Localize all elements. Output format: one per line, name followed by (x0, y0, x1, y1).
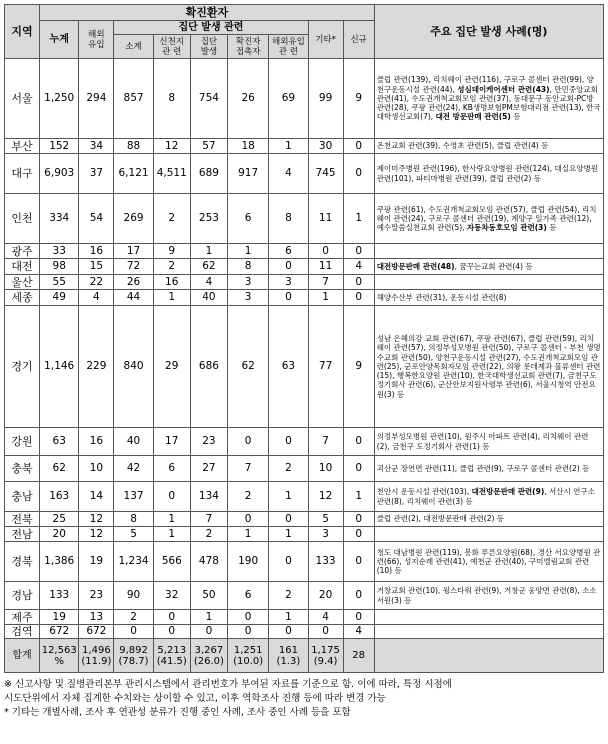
region-cell: 검역 (5, 625, 40, 639)
cases-cell (374, 542, 603, 582)
table-row (5, 139, 604, 154)
imported-cell: 10 (79, 456, 114, 482)
table-row (5, 259, 604, 275)
total-cell: 55 (40, 275, 79, 290)
table-row (5, 512, 604, 527)
cluster-cell: 4 (190, 275, 227, 290)
case-text: 등 (510, 112, 521, 122)
table-row (5, 625, 604, 639)
cluster-cell: 7 (190, 512, 227, 527)
new-cell: 0 (343, 542, 374, 582)
cases-cell (374, 290, 603, 306)
total-contact: 1,251 (10.0) (228, 639, 269, 673)
contact-cell: 190 (228, 542, 269, 582)
total-other: 1,175 (9.4) (308, 639, 343, 673)
cluster-cell: 478 (190, 542, 227, 582)
cluster-outbreak-header: 집단 발생 (190, 35, 227, 59)
other-cell: 77 (308, 306, 343, 428)
footnotes (4, 678, 608, 720)
highlighted-case: 성심데이케어센터 관련(43) (457, 84, 550, 94)
other-cell: 20 (308, 582, 343, 610)
new-cell: 9 (343, 306, 374, 428)
other-cell: 4 (308, 610, 343, 625)
other-cell: 12 (308, 482, 343, 512)
case-text: 클럽 관련(2), 대전방문판매 관련(2) 등 (376, 514, 505, 524)
other-header: 기타* (308, 21, 343, 59)
overseas-cell: 0 (269, 625, 308, 639)
case-text: 성남 은혜의강 교회 관련(67), 쿠팡 관련(67), 클럽 관련(59), 리치웨이 관련(57), 의정부성모병원 관련(50), 구로구 콜센터 - 부천 생명수교회 관련(50), 양천구운동시설 관련(27), 수도권개척교회모임 관련(25), 군포안양목회자모임 관련(22), 의왕 롯데제과 물류센터 관련(15), 행복한요양원 관련(10), 한국대학생선교회 관련(7), 금천구도정기회사 관련(6), 군산안보지원사령부 관련(6), 서울시청역 안전요원(3) 등 (376, 334, 601, 399)
subtotal-cell: 269 (114, 194, 153, 244)
new-cell: 0 (343, 154, 374, 194)
case-text: 온천교회 관련(39), 수영초 관련(5), 클럽 관련(4) 등 (376, 141, 549, 151)
total-cell: 133 (40, 582, 79, 610)
cases-cell (374, 154, 603, 194)
scj-cell: 0 (153, 625, 190, 639)
contact-cell: 3 (228, 290, 269, 306)
contact-cell: 62 (228, 306, 269, 428)
subtotal-cell: 6,121 (114, 154, 153, 194)
case-text: 천안시 운동시설 관련(103), (376, 487, 472, 497)
cluster-cell: 57 (190, 139, 227, 154)
overseas-cell: 1 (269, 610, 308, 625)
imported-cell: 12 (79, 512, 114, 527)
overseas-cell: 0 (269, 259, 308, 275)
case-text: 괴산군 장연면 관련(11), 클럽 관련(9), 구로구 콜센터 관련(2) 등 (376, 463, 590, 473)
imported-header: 해외 유입 (79, 21, 114, 59)
total-cell: 1,250 (40, 59, 79, 139)
cluster-cell: 253 (190, 194, 227, 244)
other-cell: 133 (308, 542, 343, 582)
total-scj: 5,213 (41.5) (153, 639, 190, 673)
subtotal-cell: 0 (114, 625, 153, 639)
cases-cell (374, 428, 603, 456)
contact-cell: 6 (228, 194, 269, 244)
table-row (5, 482, 604, 512)
cases-cell (374, 527, 603, 542)
new-cell: 9 (343, 59, 374, 139)
imported-cell: 54 (79, 194, 114, 244)
overseas-cell: 63 (269, 306, 308, 428)
new-cell: 0 (343, 244, 374, 259)
subtotal-cell: 840 (114, 306, 153, 428)
table-row (5, 59, 604, 139)
subtotal-cell: 137 (114, 482, 153, 512)
imported-cell: 16 (79, 428, 114, 456)
overseas-cell: 1 (269, 139, 308, 154)
subtotal-cell: 1,234 (114, 542, 153, 582)
cases-cell (374, 482, 603, 512)
table-row (5, 244, 604, 259)
cluster-cell: 62 (190, 259, 227, 275)
table-row (5, 610, 604, 625)
cases-cell (374, 610, 603, 625)
subtotal-cell: 26 (114, 275, 153, 290)
region-cell: 경기 (5, 306, 40, 428)
case-text: 클럽 관련(139), 리치웨이 관련(116), 구로구 콜센터 관련(99), 양천구운동시설 관련(44), (376, 75, 594, 94)
contact-cell: 1 (228, 244, 269, 259)
imported-cell: 16 (79, 244, 114, 259)
highlighted-case: 대전방문판매 관련(9) (471, 487, 545, 497)
scj-cell: 6 (153, 456, 190, 482)
overseas-cell: 0 (269, 290, 308, 306)
cases-header: 주요 집단 발생 사례(명) (374, 5, 603, 59)
other-cell: 11 (308, 194, 343, 244)
new-cell: 0 (343, 527, 374, 542)
scj-cell: 32 (153, 582, 190, 610)
cases-cell (374, 194, 603, 244)
total-overseas: 161 (1.3) (269, 639, 308, 673)
highlighted-case: 대전방문판매 관련(48) (376, 261, 455, 271)
subtotal-header: 소계 (114, 35, 153, 59)
footnote: ※ 신고사항 및 질병관리본부 관리시스템에서 관리번호가 부여된 자료를 기준으로 함. 이에 따라, 특정 시점에 (4, 679, 452, 690)
scj-cell: 29 (153, 306, 190, 428)
overseas-cell: 2 (269, 456, 308, 482)
case-text: 해양수산부 관련(31), 운동시설 관련(8) (376, 292, 507, 302)
region-cell: 충남 (5, 482, 40, 512)
scj-cell: 0 (153, 482, 190, 512)
other-cell: 11 (308, 259, 343, 275)
overseas-cell: 0 (269, 512, 308, 527)
subtotal-cell: 44 (114, 290, 153, 306)
imported-cell: 294 (79, 59, 114, 139)
table-row (5, 194, 604, 244)
new-cell: 0 (343, 610, 374, 625)
region-cell: 인천 (5, 194, 40, 244)
new-cell: 1 (343, 482, 374, 512)
scj-cell: 16 (153, 275, 190, 290)
overseas-cell: 0 (269, 542, 308, 582)
total-cell: 20 (40, 527, 79, 542)
footnote: 시도단위에서 자체 집계한 수치와는 상이할 수 있고, 이후 역학조사 진행 등에 따라 변경 가능 (4, 693, 386, 704)
imported-cell: 22 (79, 275, 114, 290)
total-label: 합계 (5, 639, 40, 673)
table-row (5, 154, 604, 194)
case-text: 청도 대남병원 관련(119), 봉화 푸른요양원(68), 경산 서요양병원 관련(66), 성지순례 관련(41), 예천군 관련(40), 구미엘림교회 관련(10) 등 (376, 547, 601, 576)
region-cell: 광주 (5, 244, 40, 259)
region-cell: 울산 (5, 275, 40, 290)
cases-table (4, 4, 604, 673)
total-new: 28 (343, 639, 374, 673)
region-cell: 세종 (5, 290, 40, 306)
cluster-cell: 23 (190, 428, 227, 456)
case-text: 쿠팡 관련(61), 수도권개척교회모임 관련(57), 클럽 관련(54), 리치웨이 관련(24), 구로구 콜센터 관련(19), 계양구 일가족 관련(12), 예수말씀실천교회 관련(5), (376, 204, 597, 233)
total-total: 12,563 % (40, 639, 79, 673)
other-cell: 10 (308, 456, 343, 482)
new-cell: 0 (343, 139, 374, 154)
new-cell: 0 (343, 275, 374, 290)
cluster-cell: 1 (190, 244, 227, 259)
total-row (5, 639, 604, 673)
imported-cell: 15 (79, 259, 114, 275)
new-cell: 0 (343, 512, 374, 527)
imported-cell: 4 (79, 290, 114, 306)
region-cell: 전북 (5, 512, 40, 527)
table-row (5, 275, 604, 290)
overseas-cell: 6 (269, 244, 308, 259)
scj-cell: 566 (153, 542, 190, 582)
contact-cell: 0 (228, 512, 269, 527)
cases-cell (374, 139, 603, 154)
total-cell: 1,146 (40, 306, 79, 428)
cases-cell (374, 456, 603, 482)
overseas-cell: 69 (269, 59, 308, 139)
scj-cell: 12 (153, 139, 190, 154)
new-cell: 0 (343, 428, 374, 456)
cases-cell (374, 244, 603, 259)
new-cell: 1 (343, 194, 374, 244)
footnote: * 기타는 개별사례, 조사 후 연관성 분류가 진행 중인 사례, 조사 중인 사례 등을 포함 (4, 707, 351, 718)
new-header: 신규 (343, 21, 374, 59)
overseas-cell: 4 (269, 154, 308, 194)
total-cell: 49 (40, 290, 79, 306)
subtotal-cell: 5 (114, 527, 153, 542)
cluster-cell: 1 (190, 610, 227, 625)
imported-cell: 19 (79, 542, 114, 582)
total-imported: 1,496 (11.9) (79, 639, 114, 673)
cluster-cell: 50 (190, 582, 227, 610)
confirmed-header: 확진환자 (40, 5, 375, 21)
subtotal-cell: 88 (114, 139, 153, 154)
new-cell: 4 (343, 625, 374, 639)
total-cell: 19 (40, 610, 79, 625)
subtotal-cell: 40 (114, 428, 153, 456)
cluster-cell: 40 (190, 290, 227, 306)
other-cell: 7 (308, 428, 343, 456)
imported-cell: 37 (79, 154, 114, 194)
contact-cell: 2 (228, 482, 269, 512)
contact-cell: 6 (228, 582, 269, 610)
other-cell: 0 (308, 244, 343, 259)
total-cell: 6,903 (40, 154, 79, 194)
contact-cell: 0 (228, 625, 269, 639)
region-cell: 제주 (5, 610, 40, 625)
region-cell: 부산 (5, 139, 40, 154)
overseas-related-header: 해외유입 관 련 (269, 35, 308, 59)
table-row (5, 456, 604, 482)
region-header: 지역 (5, 5, 40, 59)
scj-cell: 2 (153, 194, 190, 244)
total-header: 누계 (40, 21, 79, 59)
scj-cell: 2 (153, 259, 190, 275)
region-cell: 서울 (5, 59, 40, 139)
other-cell: 30 (308, 139, 343, 154)
imported-cell: 229 (79, 306, 114, 428)
cluster-cell: 134 (190, 482, 227, 512)
case-text: , 서산시 연구소 관련(8), 리치웨이 관련(3) 등 (376, 487, 595, 506)
cluster-cell: 2 (190, 527, 227, 542)
table-row (5, 290, 604, 306)
highlighted-case: 자동차동호모임 관련(3) (466, 223, 547, 233)
region-cell: 경남 (5, 582, 40, 610)
cases-cell (374, 625, 603, 639)
cases-cell (374, 512, 603, 527)
table-row (5, 306, 604, 428)
cluster-header: 집단 발생 관련 (114, 21, 308, 35)
scj-cell: 4,511 (153, 154, 190, 194)
total-cell: 63 (40, 428, 79, 456)
region-cell: 충북 (5, 456, 40, 482)
case-text: 거창교회 관련(10), 윙스타워 관련(9), 거창군 웅양면 관련(8), 소소서원(3) 등 (376, 586, 597, 605)
table-row (5, 582, 604, 610)
case-text: 등 (546, 223, 557, 233)
region-cell: 전남 (5, 527, 40, 542)
overseas-cell: 1 (269, 482, 308, 512)
overseas-cell: 8 (269, 194, 308, 244)
other-cell: 0 (308, 625, 343, 639)
contact-cell: 0 (228, 428, 269, 456)
total-cell: 62 (40, 456, 79, 482)
contact-cell: 0 (228, 610, 269, 625)
imported-cell: 12 (79, 527, 114, 542)
total-cell: 334 (40, 194, 79, 244)
case-text: 의정부성모병원 관련(10), 원주시 아파트 관련(4), 리치웨이 관련(2), 금천구 도정기회사 관련(1) 등 (376, 432, 589, 451)
region-cell: 대구 (5, 154, 40, 194)
overseas-cell: 0 (269, 428, 308, 456)
total-cell: 672 (40, 625, 79, 639)
scj-cell: 8 (153, 59, 190, 139)
contact-cell: 1 (228, 527, 269, 542)
cases-cell (374, 259, 603, 275)
contact-cell: 18 (228, 139, 269, 154)
subtotal-cell: 72 (114, 259, 153, 275)
scj-cell: 17 (153, 428, 190, 456)
cluster-cell: 689 (190, 154, 227, 194)
table-row (5, 542, 604, 582)
region-cell: 대전 (5, 259, 40, 275)
subtotal-cell: 8 (114, 512, 153, 527)
overseas-cell: 2 (269, 582, 308, 610)
case-text: 제이미주병원 관련(196), 한사랑요양병원 관련(124), 대실요양병원 관련(101), 파티마병원 관련(39), 클럽 관련(2) 등 (376, 164, 598, 183)
other-cell: 5 (308, 512, 343, 527)
new-cell: 4 (343, 259, 374, 275)
table-row (5, 428, 604, 456)
case-text: , 만민중앙교회 관련(41), 수도권개척교회모임 관련(37), 동대문구 동안교회-PC방 관련(28), 쿠팡 관련(24), KB생명보험PM보험대리점 관련(13), 한국대학생선교회(7), (376, 84, 601, 122)
new-cell: 0 (343, 456, 374, 482)
contact-header: 확진자 접촉자 (228, 35, 269, 59)
total-cluster: 3,267 (26.0) (190, 639, 227, 673)
imported-cell: 14 (79, 482, 114, 512)
contact-cell: 7 (228, 456, 269, 482)
cases-cell (374, 306, 603, 428)
cases-cell (374, 582, 603, 610)
total-cell: 163 (40, 482, 79, 512)
other-cell: 745 (308, 154, 343, 194)
highlighted-case: 대전 방문판매 관련(5) (435, 112, 511, 122)
cluster-cell: 754 (190, 59, 227, 139)
region-cell: 경북 (5, 542, 40, 582)
imported-cell: 672 (79, 625, 114, 639)
scj-cell: 1 (153, 290, 190, 306)
new-cell: 0 (343, 290, 374, 306)
cluster-cell: 27 (190, 456, 227, 482)
total-cell: 152 (40, 139, 79, 154)
other-cell: 7 (308, 275, 343, 290)
total-subtotal: 9,892 (78.7) (114, 639, 153, 673)
other-cell: 3 (308, 527, 343, 542)
shincheonji-header: 신천지 관 련 (153, 35, 190, 59)
overseas-cell: 3 (269, 275, 308, 290)
total-cell: 25 (40, 512, 79, 527)
other-cell: 99 (308, 59, 343, 139)
cases-cell (374, 275, 603, 290)
subtotal-cell: 90 (114, 582, 153, 610)
other-cell: 1 (308, 290, 343, 306)
scj-cell: 1 (153, 512, 190, 527)
subtotal-cell: 17 (114, 244, 153, 259)
scj-cell: 1 (153, 527, 190, 542)
cluster-cell: 686 (190, 306, 227, 428)
overseas-cell: 1 (269, 527, 308, 542)
total-cases (374, 639, 603, 673)
contact-cell: 8 (228, 259, 269, 275)
cluster-cell: 0 (190, 625, 227, 639)
cases-cell (374, 59, 603, 139)
subtotal-cell: 2 (114, 610, 153, 625)
contact-cell: 3 (228, 275, 269, 290)
contact-cell: 26 (228, 59, 269, 139)
imported-cell: 23 (79, 582, 114, 610)
subtotal-cell: 857 (114, 59, 153, 139)
new-cell: 0 (343, 582, 374, 610)
scj-cell: 9 (153, 244, 190, 259)
subtotal-cell: 42 (114, 456, 153, 482)
total-cell: 1,386 (40, 542, 79, 582)
total-cell: 33 (40, 244, 79, 259)
contact-cell: 917 (228, 154, 269, 194)
scj-cell: 0 (153, 610, 190, 625)
total-cell: 98 (40, 259, 79, 275)
imported-cell: 34 (79, 139, 114, 154)
imported-cell: 13 (79, 610, 114, 625)
case-text: , 꿈꾸는교회 관련(4) 등 (454, 261, 533, 271)
table-row (5, 527, 604, 542)
region-cell: 강원 (5, 428, 40, 456)
